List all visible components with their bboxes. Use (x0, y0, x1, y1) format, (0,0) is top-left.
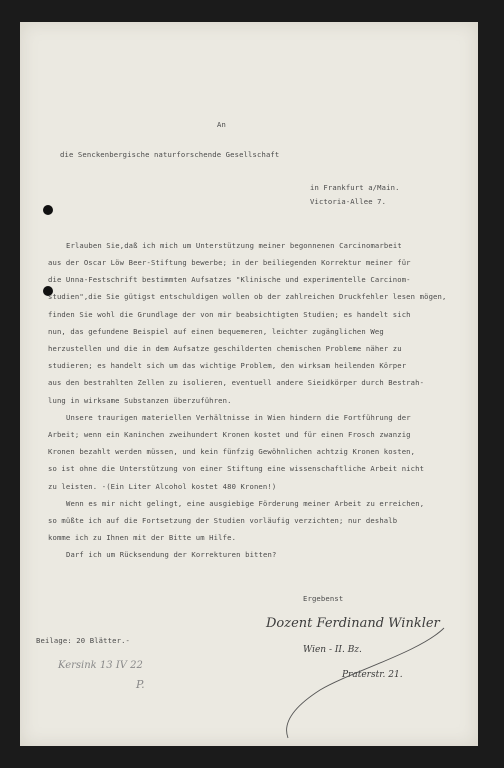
body-line: aus der Oscar Löw Beer-Stiftung bewerbe; in der beiliegenden Korrektur meiner für (48, 258, 411, 267)
handwritten-street: Praterstr. 21. (342, 670, 403, 680)
signature-flourish (20, 22, 478, 746)
address-street: Victoria-Allee 7. (310, 197, 387, 206)
body-line: zu leisten. -(Ein Liter Alcohol kostet 480 Kronen!) (48, 482, 277, 491)
body-line: Wenn es mir nicht gelingt, eine ausgiebige Förderung meiner Arbeit zu erreichen, (66, 499, 425, 508)
body-line: aus den bestrahlten Zellen zu isolieren, eventuell andere Sieidkörper durch Bestrah- (48, 378, 425, 387)
handwritten-signature: Dozent Ferdinand Winkler (266, 616, 440, 631)
pencil-date-note: Kersink 13 IV 22 (58, 660, 143, 671)
body-line: finden Sie wohl die Grundlage der von mir beabsichtigten Studien; es handelt sich (48, 310, 411, 319)
body-line: Unsere traurigen materiellen Verhältnisse in Wien hindern die Fortführung der (66, 413, 411, 422)
pencil-initial-mark: P. (136, 678, 145, 691)
body-line: so ist ohne die Unterstützung von einer Stiftung eine wissenschaftliche Arbeit nicht (48, 464, 425, 473)
closing-ergebenst: Ergebenst (303, 594, 344, 603)
body-line: nun, das gefundene Beispiel auf einen bequemeren, leichter zugänglichen Weg (48, 327, 384, 336)
body-line: komme ich zu Ihnen mit der Bitte um Hilfe. (48, 533, 237, 542)
recipient-name: die Senckenbergische naturforschende Gesellschaft (60, 150, 280, 159)
body-line: Erlauben Sie,daß ich mich um Unterstützung meiner begonnenen Carcinomarbeit (66, 241, 402, 250)
body-line: studieren; es handelt sich um das wichtige Problem, den wirksam heilenden Körper (48, 361, 407, 370)
body-line: Darf ich um Rücksendung der Korrekturen bitten? (66, 550, 277, 559)
body-line: herzustellen und die in dem Aufsatze geschilderten chemischen Probleme näher zu (48, 344, 402, 353)
salutation-an: An (217, 120, 226, 129)
enclosure-note: Beilage: 20 Blätter.- (36, 636, 131, 645)
body-line: so müßte ich auf die Fortsetzung der Studien vorläufig verzichten; nur deshalb (48, 516, 398, 525)
body-line: lung in wirksame Substanzen überzuführen. (48, 396, 232, 405)
body-line: studien",die Sie gütigst entschuldigen wollen ob der zahlreichen Druckfehler lesen mögen, (48, 292, 447, 301)
body-line: Arbeit; wenn ein Kaninchen zweihundert Kronen kostet und für einen Frosch zwanzig (48, 430, 411, 439)
body-line: die Unna-Festschrift bestimmten Aufsatzes "Klinische und experimentelle Carcinom- (48, 275, 411, 284)
body-line: Kronen bezahlt werden müssen, und kein fünfzig Gewöhnlichen achtzig Kronen kosten, (48, 447, 416, 456)
handwritten-city: Wien - II. Bz. (303, 645, 362, 655)
address-city: in Frankfurt a/Main. (310, 183, 400, 192)
letter-page (20, 22, 478, 746)
